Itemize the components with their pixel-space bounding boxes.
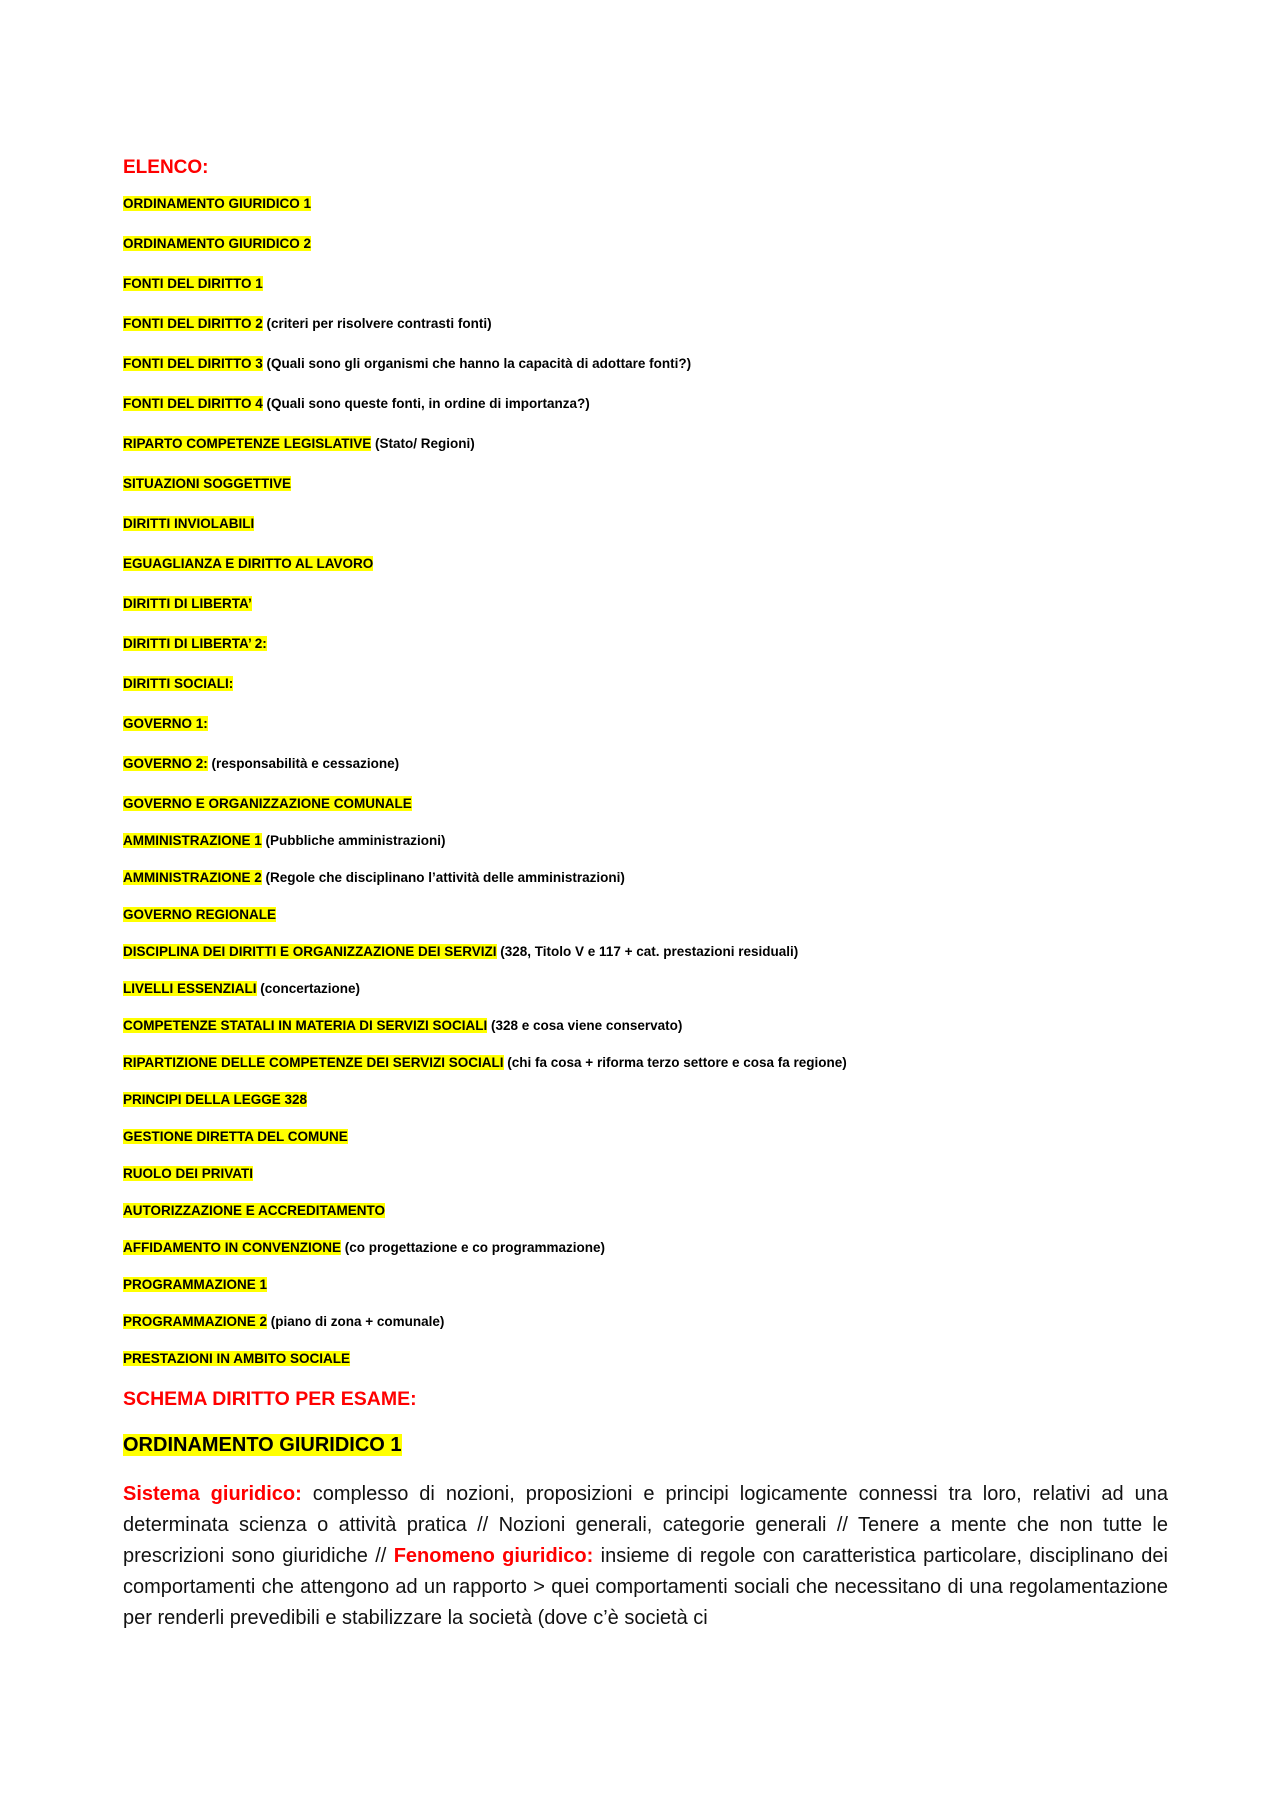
toc-item-label: GOVERNO E ORGANIZZAZIONE COMUNALE [123, 796, 412, 811]
toc-item [123, 474, 1168, 493]
toc-item-note: (chi fa cosa + riforma terzo settore e cosa fa regione) [503, 1055, 847, 1070]
toc-item-label: AFFIDAMENTO IN CONVENZIONE [123, 1240, 342, 1255]
toc-item-label: GOVERNO REGIONALE [123, 907, 277, 922]
toc-item-label: FONTI DEL DIRITTO 1 [123, 276, 263, 291]
toc-item-note: (criteri per risolvere contrasti fonti) [262, 316, 492, 331]
toc-item-label: AMMINISTRAZIONE 2 [123, 870, 262, 885]
toc-item [123, 194, 1168, 213]
toc-item-note: (Pubbliche amministrazioni) [261, 833, 446, 848]
toc-item-label: GESTIONE DIRETTA DEL COMUNE [123, 1129, 348, 1144]
toc-item-note: (responsabilità e cessazione) [207, 756, 400, 771]
toc-item-label: PROGRAMMAZIONE 2 [123, 1314, 268, 1329]
section-heading-text: ORDINAMENTO GIURIDICO 1 [123, 1434, 402, 1456]
toc-item [123, 1127, 1168, 1146]
term-sistema-giuridico: Sistema giuridico: [123, 1483, 302, 1505]
toc-item [123, 714, 1168, 733]
toc-item-label: DISCIPLINA DEI DIRITTI E ORGANIZZAZIONE DEI SERVIZI [123, 944, 497, 959]
toc-item [123, 905, 1168, 924]
toc-item-label: SITUAZIONI SOGGETTIVE [123, 476, 292, 491]
term-fenomeno-giuridico: Fenomeno giuridico: [393, 1545, 594, 1567]
toc-item-note: (piano di zona + comunale) [267, 1314, 445, 1329]
toc-item [123, 354, 1168, 373]
toc-item [123, 942, 1168, 961]
toc-item-note: (328, Titolo V e 117 + cat. prestazioni residuali) [496, 944, 799, 959]
toc-item [123, 1016, 1168, 1035]
toc-item [123, 1090, 1168, 1109]
toc-item-label: GOVERNO 1: [123, 716, 208, 731]
toc-item-note: (Regole che disciplinano l’attività delle amministrazioni) [261, 870, 625, 885]
toc-list [123, 194, 1168, 1368]
toc-item [123, 979, 1168, 998]
toc-item-note: (Quali sono queste fonti, in ordine di importanza?) [262, 396, 590, 411]
toc-item-label: RUOLO DEI PRIVATI [123, 1166, 254, 1181]
toc-item-label: PRINCIPI DELLA LEGGE 328 [123, 1092, 308, 1107]
toc-item-note: (concertazione) [256, 981, 361, 996]
toc-item [123, 831, 1168, 850]
toc-item-label: FONTI DEL DIRITTO 2 [123, 316, 263, 331]
toc-item-label: LIVELLI ESSENZIALI [123, 981, 257, 996]
toc-item-note: (co progettazione e co programmazione) [341, 1240, 606, 1255]
toc-item [123, 674, 1168, 693]
document-page [123, 156, 1168, 1634]
toc-item-note: (328 e cosa viene conservato) [487, 1018, 683, 1033]
toc-item-label: DIRITTI SOCIALI: [123, 676, 234, 691]
toc-item-label: AMMINISTRAZIONE 1 [123, 833, 262, 848]
toc-item [123, 1349, 1168, 1368]
toc-item [123, 554, 1168, 573]
toc-item-label: ORDINAMENTO GIURIDICO 1 [123, 196, 312, 211]
body-paragraph [123, 1479, 1168, 1634]
toc-item-label: GOVERNO 2: [123, 756, 208, 771]
toc-item [123, 794, 1168, 813]
toc-item-label: DIRITTI DI LIBERTA’ 2: [123, 636, 267, 651]
toc-item [123, 394, 1168, 413]
section-heading [123, 1432, 1168, 1459]
toc-item-note: (Quali sono gli organismi che hanno la capacità di adottare fonti?) [262, 356, 692, 371]
paragraph-text-2: insieme di regole con caratteristica particolare, disciplinano dei comportamenti che attengono ad un rapporto > quei comportamenti sociali che necessitano di una regolamentazione per renderli prevedibili e stabilizzare la società (dove c’è società ci [123, 1545, 1168, 1629]
toc-item [123, 1238, 1168, 1257]
toc-item-label: COMPETENZE STATALI IN MATERIA DI SERVIZI SOCIALI [123, 1018, 488, 1033]
toc-item [123, 274, 1168, 293]
toc-item [123, 1275, 1168, 1294]
toc-item-label: ORDINAMENTO GIURIDICO 2 [123, 236, 312, 251]
toc-item-label: RIPARTO COMPETENZE LEGISLATIVE [123, 436, 372, 451]
toc-item-label: EGUAGLIANZA E DIRITTO AL LAVORO [123, 556, 374, 571]
toc-item [123, 868, 1168, 887]
toc-item [123, 634, 1168, 653]
toc-item [123, 314, 1168, 333]
toc-item [123, 434, 1168, 453]
toc-item-note: (Stato/ Regioni) [371, 436, 475, 451]
toc-item-label: FONTI DEL DIRITTO 3 [123, 356, 263, 371]
paragraph-text-1: complesso di nozioni, proposizioni e principi logicamente connessi tra loro, relativi ad una determinata scienza o attività pratica // Nozioni generali, categorie generali // Tenere a mente che non tutte le prescrizioni sono giuridiche // [123, 1483, 1168, 1567]
toc-item [123, 1164, 1168, 1183]
toc-item [123, 234, 1168, 253]
toc-item [123, 1201, 1168, 1220]
toc-item-label: AUTORIZZAZIONE E ACCREDITAMENTO [123, 1203, 385, 1218]
toc-item-label: FONTI DEL DIRITTO 4 [123, 396, 263, 411]
toc-item-label: DIRITTI DI LIBERTA’ [123, 596, 252, 611]
elenco-title: ELENCO: [123, 157, 209, 178]
toc-item [123, 594, 1168, 613]
toc-item [123, 1312, 1168, 1331]
toc-item [123, 1053, 1168, 1072]
toc-item [123, 754, 1168, 773]
toc-item-label: DIRITTI INVIOLABILI [123, 516, 255, 531]
toc-item-label: PRESTAZIONI IN AMBITO SOCIALE [123, 1351, 351, 1366]
toc-item [123, 514, 1168, 533]
toc-item-label: PROGRAMMAZIONE 1 [123, 1277, 268, 1292]
toc-item-label: RIPARTIZIONE DELLE COMPETENZE DEI SERVIZI SOCIALI [123, 1055, 504, 1070]
schema-title: SCHEMA DIRITTO PER ESAME: [123, 1388, 417, 1410]
